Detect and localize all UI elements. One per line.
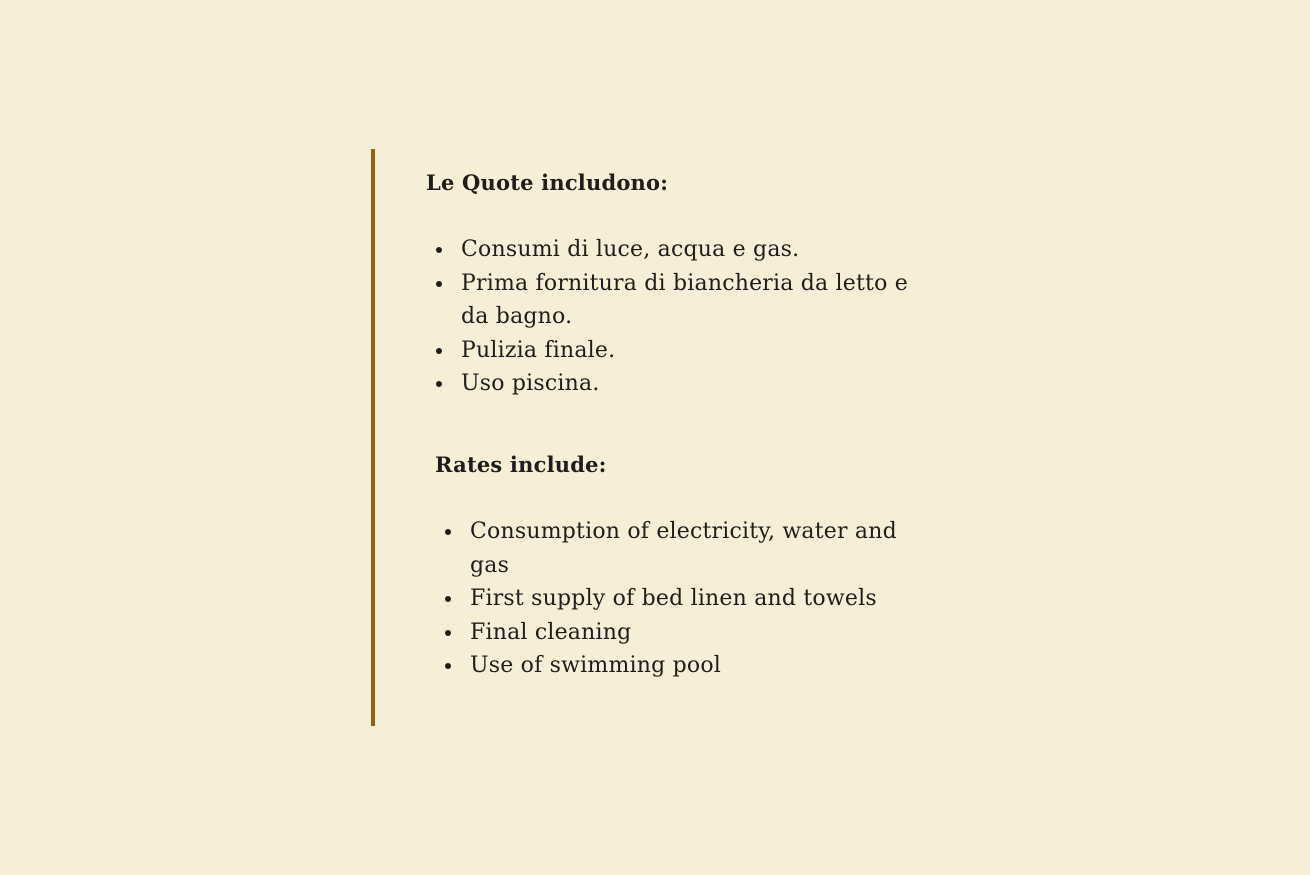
list-item-text: Pulizia finale.: [461, 337, 616, 363]
list-item: [435, 616, 920, 650]
list-item-text: Consumi di luce, acqua e gas.: [461, 237, 800, 262]
list-item-text: First supply of bed linen and towels: [470, 586, 877, 611]
italian-heading: Le Quote includono:: [426, 170, 669, 195]
english-list: [435, 515, 920, 683]
list-item-text: Uso piscina.: [461, 371, 600, 396]
list-item: [426, 334, 911, 368]
italian-list: [426, 233, 911, 401]
list-item: [435, 515, 920, 582]
list-item-text: Prima fornitura di biancheria da letto e da bagno.: [461, 270, 908, 329]
accent-bar: [371, 149, 375, 726]
list-item: [435, 649, 920, 683]
list-item: [426, 267, 911, 334]
list-item-text: Use of swimming pool: [470, 653, 721, 678]
english-section: [435, 449, 955, 683]
italian-section: [426, 167, 946, 401]
list-item: [426, 233, 911, 267]
english-heading: Rates include:: [435, 452, 607, 477]
list-item: [426, 367, 911, 401]
list-item-text: Consumption of electricity, water and gas: [470, 519, 897, 578]
list-item: [435, 582, 920, 616]
list-item-text: Final cleaning: [470, 619, 632, 645]
